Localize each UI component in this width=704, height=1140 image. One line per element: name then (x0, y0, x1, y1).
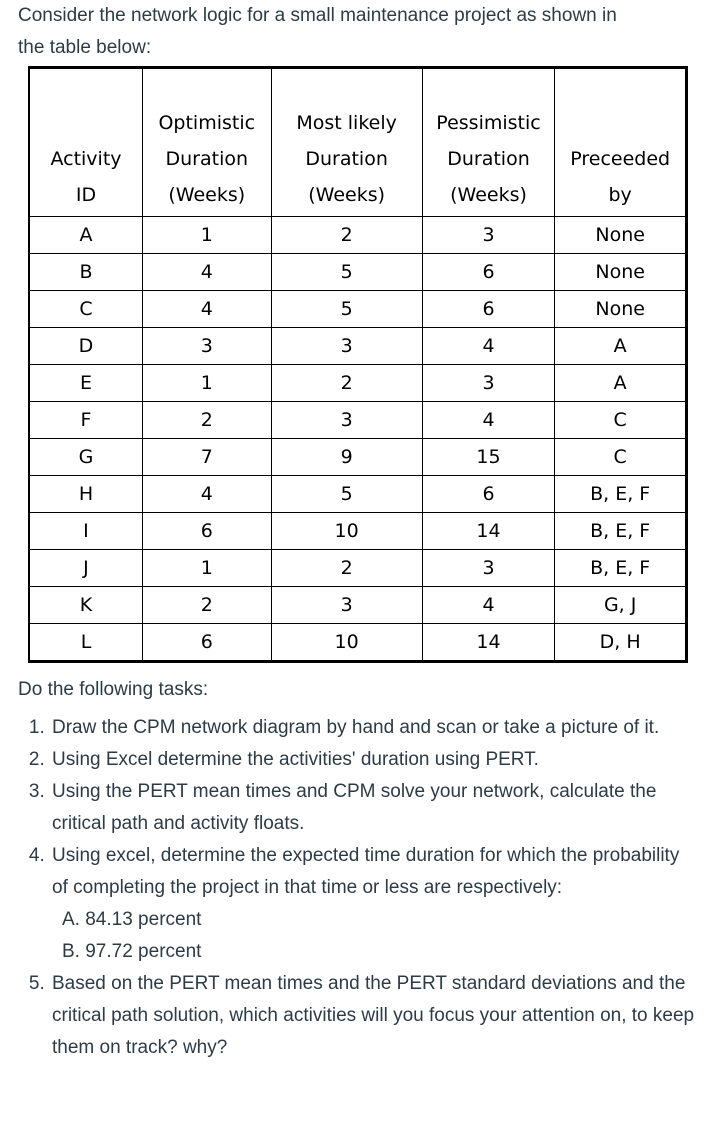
cell-most-likely: 3 (271, 328, 422, 365)
cell-optimistic: 6 (142, 624, 271, 662)
cell-preceded-by: B, E, F (555, 550, 687, 587)
cell-optimistic: 1 (142, 217, 271, 254)
cell-preceded-by: A (555, 365, 687, 402)
cell-activity-id: F (29, 402, 142, 439)
cell-pessimistic: 3 (422, 217, 555, 254)
cell-optimistic: 1 (142, 365, 271, 402)
cell-pessimistic: 4 (422, 402, 555, 439)
cell-pessimistic: 15 (422, 439, 555, 476)
cell-most-likely: 5 (271, 291, 422, 328)
cell-pessimistic: 6 (422, 254, 555, 291)
table-row (29, 587, 687, 624)
task-item-1: 1. Draw the CPM network diagram by hand and scan or take a picture of it. (50, 712, 698, 744)
header-preceded-by: Preceeded by (555, 68, 687, 217)
cell-preceded-by: G, J (555, 587, 687, 624)
cell-preceded-by: None (555, 291, 687, 328)
table-row (29, 550, 687, 587)
cell-activity-id: G (29, 439, 142, 476)
table-header-row (29, 68, 687, 217)
cell-pessimistic: 14 (422, 513, 555, 550)
cell-preceded-by: B, E, F (555, 476, 687, 513)
cell-preceded-by: D, H (555, 624, 687, 662)
cell-activity-id: C (29, 291, 142, 328)
table-row (29, 217, 687, 254)
cell-most-likely: 2 (271, 217, 422, 254)
cell-pessimistic: 6 (422, 291, 555, 328)
cell-activity-id: B (29, 254, 142, 291)
cell-pessimistic: 4 (422, 328, 555, 365)
table-row (29, 513, 687, 550)
activity-table (28, 66, 688, 663)
task-item-4 (50, 840, 698, 968)
cell-most-likely: 2 (271, 365, 422, 402)
cell-activity-id: K (29, 587, 142, 624)
cell-most-likely: 10 (271, 513, 422, 550)
cell-most-likely: 3 (271, 587, 422, 624)
task-item-4-text: Using excel, determine the expected time duration for which the probability of completing the project in that time or less are respectively: (52, 845, 680, 898)
task-item-3: 3. Using the PERT mean times and CPM solve your network, calculate the critical path and activity floats. (50, 776, 698, 840)
table-row (29, 624, 687, 662)
intro-paragraph (18, 0, 698, 64)
cell-pessimistic: 3 (422, 365, 555, 402)
cell-most-likely: 5 (271, 476, 422, 513)
cell-activity-id: H (29, 476, 142, 513)
cell-preceded-by: C (555, 439, 687, 476)
cell-activity-id: E (29, 365, 142, 402)
table-row (29, 291, 687, 328)
activity-table-image (28, 66, 688, 652)
cell-most-likely: 5 (271, 254, 422, 291)
cell-preceded-by: C (555, 402, 687, 439)
table-row (29, 365, 687, 402)
cell-preceded-by: A (555, 328, 687, 365)
task-4-subitem-b: B. 97.72 percent (62, 941, 202, 962)
cell-pessimistic: 14 (422, 624, 555, 662)
cell-optimistic: 4 (142, 254, 271, 291)
tasks-section (18, 674, 698, 1064)
task-list (18, 712, 698, 1064)
cell-activity-id: J (29, 550, 142, 587)
table-row (29, 439, 687, 476)
intro-line-1: Consider the network logic for a small maintenance project as shown in (18, 5, 617, 26)
cell-preceded-by: None (555, 217, 687, 254)
cell-most-likely: 9 (271, 439, 422, 476)
cell-optimistic: 4 (142, 476, 271, 513)
cell-preceded-by: B, E, F (555, 513, 687, 550)
tasks-lead: Do the following tasks: (18, 679, 209, 700)
cell-pessimistic: 3 (422, 550, 555, 587)
cell-preceded-by: None (555, 254, 687, 291)
table-row (29, 328, 687, 365)
cell-optimistic: 2 (142, 587, 271, 624)
intro-line-2: the table below: (18, 37, 152, 58)
cell-activity-id: A (29, 217, 142, 254)
cell-activity-id: I (29, 513, 142, 550)
cell-most-likely: 10 (271, 624, 422, 662)
task-item-2: 2. Using Excel determine the activities' duration using PERT. (50, 744, 698, 776)
header-most-likely: Most likely Duration (Weeks) (271, 68, 422, 217)
task-item-5: 5. Based on the PERT mean times and the PERT standard deviations and the critical path solution, which activities will you focus your attention on, to keep them on track? why? (50, 968, 698, 1064)
cell-most-likely: 3 (271, 402, 422, 439)
header-activity-id: Activity ID (29, 68, 142, 217)
cell-optimistic: 2 (142, 402, 271, 439)
cell-activity-id: D (29, 328, 142, 365)
table-row (29, 476, 687, 513)
cell-optimistic: 3 (142, 328, 271, 365)
task-4-sublist (52, 904, 698, 968)
header-optimistic: Optimistic Duration (Weeks) (142, 68, 271, 217)
table-row (29, 402, 687, 439)
header-pessimistic: Pessimistic Duration (Weeks) (422, 68, 555, 217)
table-row (29, 254, 687, 291)
cell-activity-id: L (29, 624, 142, 662)
task-4-subitem-a: A. 84.13 percent (62, 909, 202, 930)
cell-optimistic: 6 (142, 513, 271, 550)
cell-most-likely: 2 (271, 550, 422, 587)
cell-optimistic: 7 (142, 439, 271, 476)
cell-pessimistic: 6 (422, 476, 555, 513)
cell-optimistic: 1 (142, 550, 271, 587)
cell-optimistic: 4 (142, 291, 271, 328)
cell-pessimistic: 4 (422, 587, 555, 624)
